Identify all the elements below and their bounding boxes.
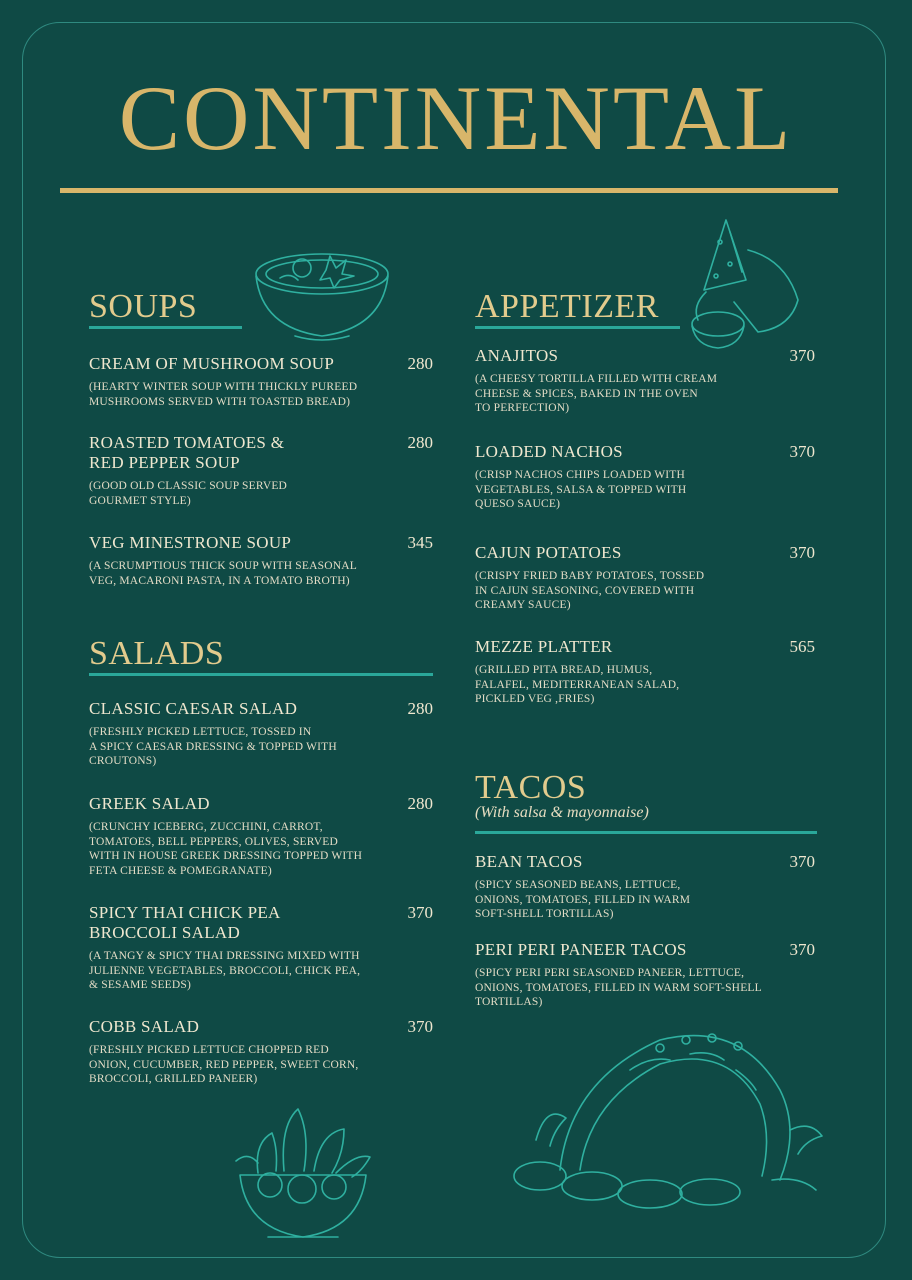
menu-item: [89, 794, 433, 878]
item-description: (A CHEESY TORTILLA FILLED WITH CREAM CHEESE & SPICES, BAKED IN THE OVEN TO PERFECTION): [475, 373, 718, 414]
section-title-salads: SALADS: [89, 635, 225, 672]
menu-item: [475, 543, 815, 613]
item-price: 370: [407, 903, 433, 922]
item-description: (SPICY PERI PERI SEASONED PANEER, LETTUCE, ONIONS, TOMATOES, FILLED IN WARM SOFT-SHELL TORTILLAS): [475, 967, 762, 1008]
item-description: (CRISPY FRIED BABY POTATOES, TOSSED IN CAJUN SEASONING, COVERED WITH CREAMY SAUCE): [475, 570, 705, 611]
item-price: 370: [789, 442, 815, 461]
item-description: (GRILLED PITA BREAD, HUMUS, FALAFEL, MEDITERRANEAN SALAD, PICKLED VEG ,FRIES): [475, 664, 680, 705]
menu-item: [89, 433, 433, 508]
item-price: 370: [407, 1017, 433, 1036]
item-name: CLASSIC CAESAR SALAD: [89, 699, 298, 718]
item-name: ANAJITOS: [475, 346, 559, 365]
section-subtitle-tacos: (With salsa & mayonnaise): [475, 804, 649, 821]
item-description: (CRUNCHY ICEBERG, ZUCCHINI, CARROT, TOMATOES, BELL PEPPERS, OLIVES, SERVED WITH IN HOUSE GREEK DRESSING TOPPED WITH FETA CHEESE & POMEGRANATE): [89, 821, 363, 877]
section-title-appetizer: APPETIZER: [475, 288, 659, 325]
section-divider-salads: [89, 673, 433, 676]
page-title: CONTINENTAL: [118, 67, 794, 169]
menu-item: [89, 533, 433, 588]
section-title-soups: SOUPS: [89, 288, 198, 325]
item-description: (A TANGY & SPICY THAI DRESSING MIXED WITH JULIENNE VEGETABLES, BROCCOLI, CHICK PEA, & SESAME SEEDS): [89, 950, 361, 991]
menu-item: [475, 637, 815, 707]
menu-item: [475, 442, 815, 512]
salad-bowl-icon: [228, 1103, 378, 1243]
item-name: MEZZE PLATTER: [475, 637, 613, 656]
item-price: 370: [789, 543, 815, 562]
item-description: (SPICY SEASONED BEANS, LETTUCE, ONIONS, TOMATOES, FILLED IN WARM SOFT-SHELL TORTILLAS): [475, 879, 691, 920]
item-price: 565: [789, 637, 815, 656]
section-title-tacos: TACOS: [475, 769, 587, 806]
menu-item: [475, 346, 815, 416]
section-divider-tacos: [475, 831, 817, 834]
item-name: LOADED NACHOS: [475, 442, 623, 461]
item-name: PERI PERI PANEER TACOS: [475, 940, 687, 959]
menu-item: [475, 852, 815, 922]
menu-item: [89, 903, 433, 993]
menu-item: [475, 940, 815, 1010]
section-divider-appetizer: [475, 326, 680, 329]
item-name: GREEK SALAD: [89, 794, 210, 813]
item-price: 370: [789, 346, 815, 365]
taco-icon: [510, 1020, 830, 1220]
item-price: 345: [407, 533, 433, 552]
item-price: 280: [407, 794, 433, 813]
item-description: (FRESHLY PICKED LETTUCE, TOSSED IN A SPICY CAESAR DRESSING & TOPPED WITH CROUTONS): [89, 726, 337, 767]
item-name: CAJUN POTATOES: [475, 543, 622, 562]
soup-bowl-icon: [250, 236, 395, 346]
quesadilla-icon: [686, 210, 806, 355]
item-price: 280: [407, 354, 433, 373]
item-name: BEAN TACOS: [475, 852, 583, 871]
title-divider: [60, 188, 838, 193]
item-description: (FRESHLY PICKED LETTUCE CHOPPED RED ONION, CUCUMBER, RED PEPPER, SWEET CORN, BROCCOLI, GRILLED PANEER): [89, 1044, 359, 1085]
item-description: (CRISP NACHOS CHIPS LOADED WITH VEGETABLES, SALSA & TOPPED WITH QUESO SAUCE): [475, 469, 687, 510]
item-price: 370: [789, 852, 815, 871]
item-description: (HEARTY WINTER SOUP WITH THICKLY PUREED MUSHROOMS SERVED WITH TOASTED BREAD): [89, 381, 358, 408]
item-description: (A SCRUMPTIOUS THICK SOUP WITH SEASONAL VEG, MACARONI PASTA, IN A TOMATO BROTH): [89, 560, 357, 587]
item-name: CREAM OF MUSHROOM SOUP: [89, 354, 335, 373]
item-description: (GOOD OLD CLASSIC SOUP SERVED GOURMET STYLE): [89, 480, 288, 507]
item-name: VEG MINESTRONE SOUP: [89, 533, 292, 552]
item-price: 370: [789, 940, 815, 959]
item-price: 280: [407, 699, 433, 718]
item-name: COBB SALAD: [89, 1017, 200, 1036]
section-divider-soups: [89, 326, 242, 329]
menu-item: [89, 354, 433, 409]
item-price: 280: [407, 433, 433, 452]
item-name: ROASTED TOMATOES & RED PEPPER SOUP: [89, 433, 285, 472]
menu-item: [89, 1017, 433, 1087]
item-name: SPICY THAI CHICK PEA BROCCOLI SALAD: [89, 903, 281, 942]
menu-item: [89, 699, 433, 769]
